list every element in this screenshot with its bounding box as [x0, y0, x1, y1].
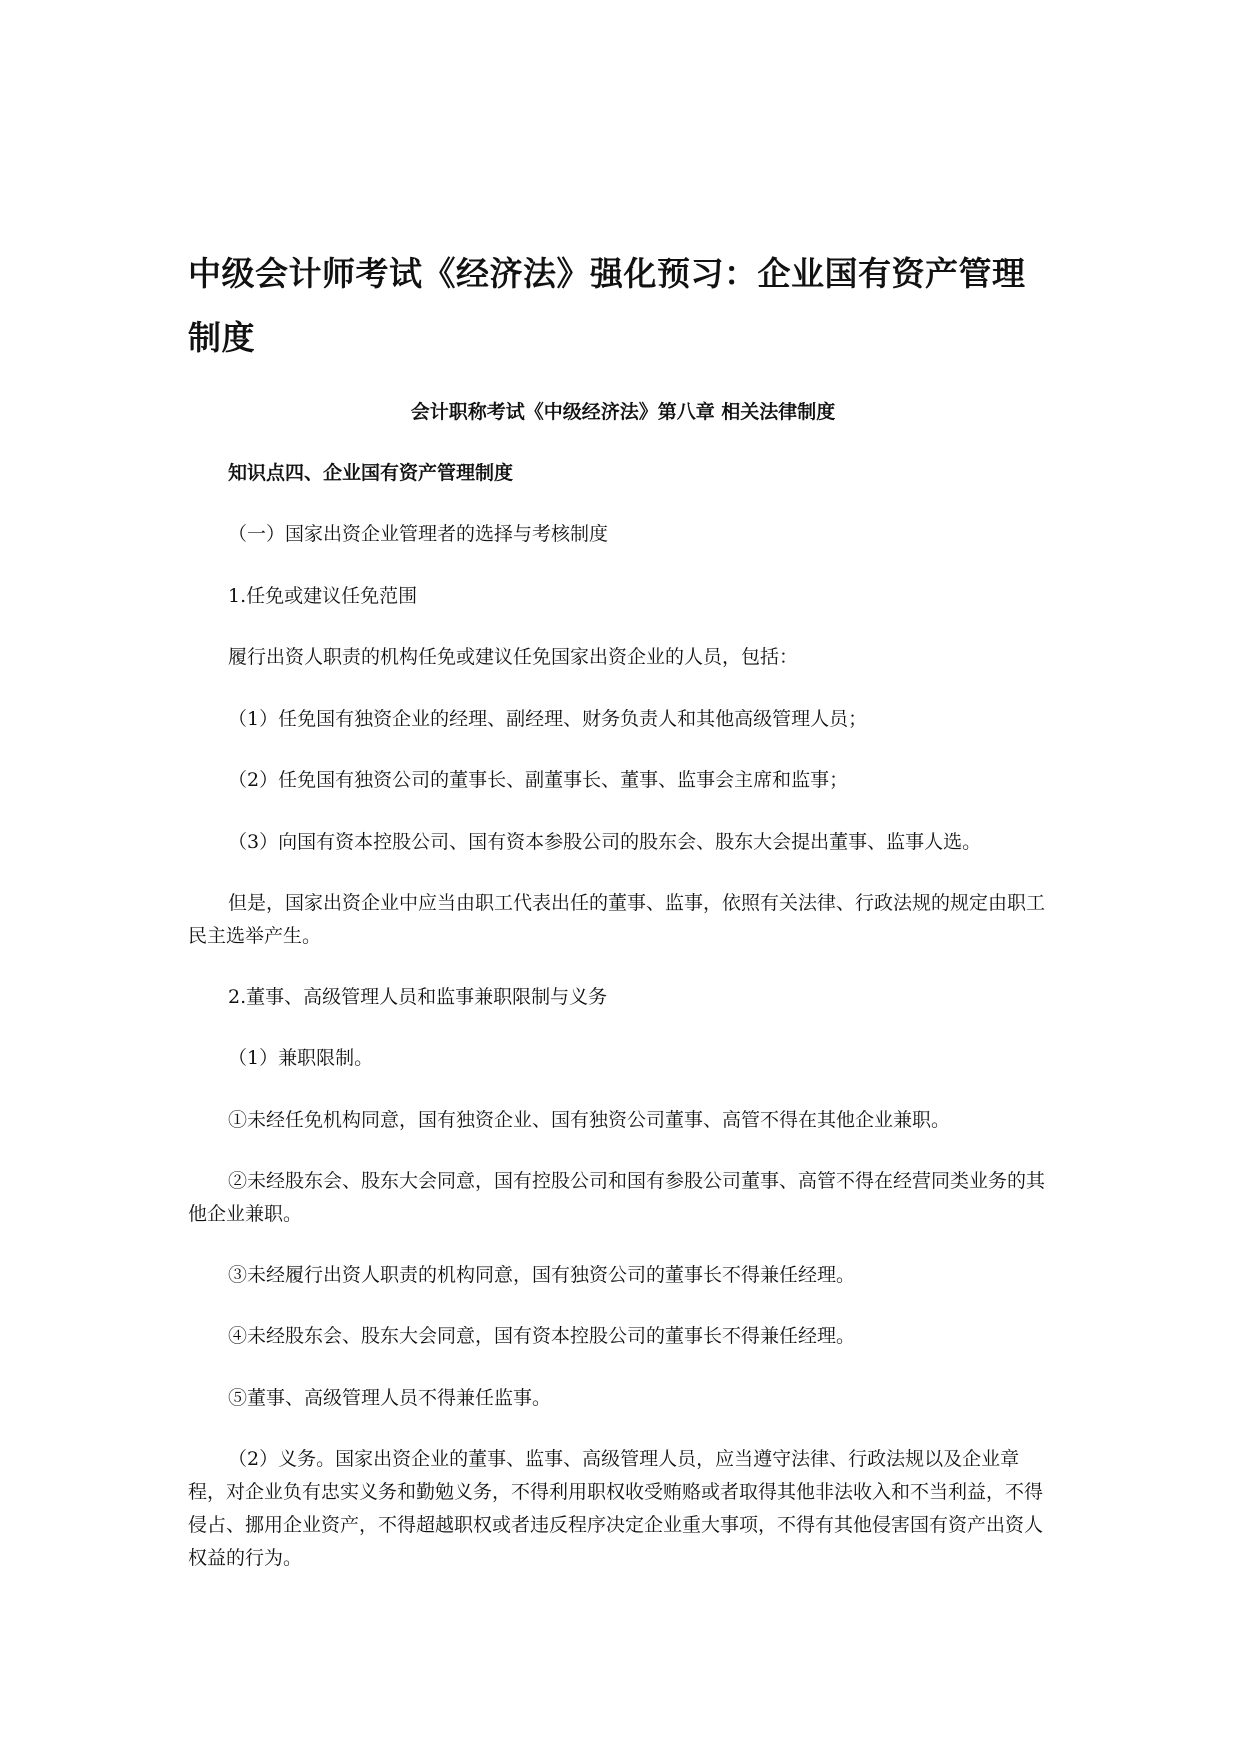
list-item: （1）兼职限制。 — [228, 1047, 374, 1069]
item-heading: 1.任免或建议任免范围 — [228, 585, 418, 607]
item-heading: 2.董事、高级管理人员和监事兼职限制与义务 — [228, 986, 608, 1008]
document-title: 中级会计师考试《经济法》强化预习：企业国有资产管理制度 — [188, 254, 1026, 357]
document-subtitle: 会计职称考试《中级经济法》第八章 相关法律制度 — [410, 401, 836, 423]
list-item: ②未经股东会、股东大会同意，国有控股公司和国有参股公司董事、高管不得在经营同类业务的其他企业兼职。 — [188, 1170, 1046, 1225]
subsection-heading: （一）国家出资企业管理者的选择与考核制度 — [228, 523, 609, 545]
list-item: ①未经任免机构同意，国有独资企业、国有独资公司董事、高管不得在其他企业兼职。 — [228, 1109, 951, 1131]
list-item: ③未经履行出资人职责的机构同意，国有独资公司的董事长不得兼任经理。 — [228, 1264, 856, 1286]
list-item: （2）任免国有独资公司的董事长、副董事长、董事、监事会主席和监事； — [228, 769, 849, 791]
paragraph: （2）义务。国家出资企业的董事、监事、高级管理人员，应当遵守法律、行政法规以及企业章程，对企业负有忠实义务和勤勉义务，不得利用职权收受贿赂或者取得其他非法收入和不当利益，不得侵占、挪用企业资产，不得超越职权或者违反程序决定企业重大事项，不得有其他侵害国有资产出资人权益的行为。 — [188, 1448, 1044, 1569]
paragraph: 履行出资人职责的机构任免或建议任免国家出资企业的人员，包括： — [228, 646, 799, 668]
section-heading: 知识点四、企业国有资产管理制度 — [228, 462, 514, 484]
paragraph: 但是，国家出资企业中应当由职工代表出任的董事、监事，依照有关法律、行政法规的规定由职工民主选举产生。 — [188, 892, 1046, 947]
list-item: （3）向国有资本控股公司、国有资本参股公司的股东会、股东大会提出董事、监事人选。 — [228, 831, 982, 853]
list-item: ⑤董事、高级管理人员不得兼任监事。 — [228, 1387, 552, 1409]
list-item: （1）任免国有独资企业的经理、副经理、财务负责人和其他高级管理人员； — [228, 708, 868, 730]
list-item: ④未经股东会、股东大会同意，国有资本控股公司的董事长不得兼任经理。 — [228, 1325, 856, 1347]
